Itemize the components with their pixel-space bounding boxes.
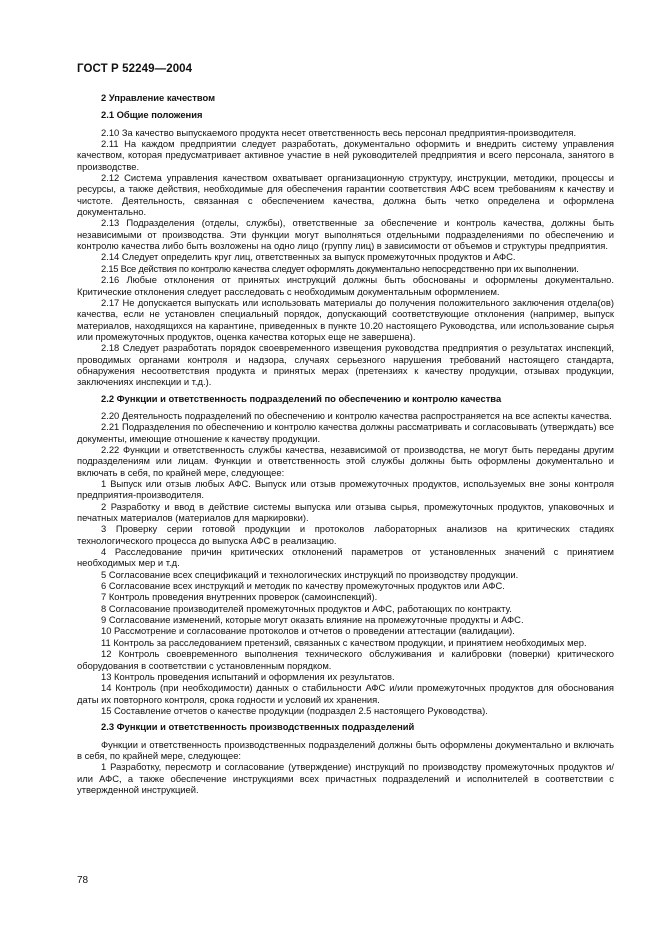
subsection-heading: 2.1 Общие положения	[101, 109, 203, 121]
paragraph: 4 Расследование причин критических отклонений параметров от установленных значений с принятием необходимых мер и т.д.	[77, 546, 614, 569]
paragraph: 2 Разработку и ввод в действие системы выпуска или отзыва сырья, промежуточных продуктов, упаковочных и печатных материалов (материалов для маркировки).	[77, 500, 614, 524]
paragraph: 2.22 Функции и ответственность службы качества, независимой от производства, не могут быть переданы другим подразделениям или лицам. Функции и ответственность этой службы должны быть оформлены документально и включать в себя, по крайней мере, следующее:	[77, 443, 614, 478]
paragraph: 8 Согласование производителей промежуточных продуктов и АФС, работающих по контракту.	[101, 602, 512, 614]
paragraph: Функции и ответственность производственных подразделений должны быть оформлены документально и включать в себя, по крайней мере, следующее:	[77, 738, 614, 761]
paragraph: 2.17 Не допускается выпускать или использовать материалы до получения положительного заключения отдела(ов) качества, если не установлен специальный порядок, допускающий соответствующие отклонения (например, выпуск материалов, находящихся на карантине, приведенных в пункте 10.20 настоящего Руководства, или использование сырья или промежуточных продуктов, оценка качества которых еще не завершена).	[77, 296, 614, 342]
paragraph: 3 Проверку серии готовой продукции и протоколов лабораторных анализов на критических стадиях технологического процесса до выпуска АФС в реализацию.	[77, 523, 614, 546]
subsection-heading: 2.3 Функции и ответственность производственных подразделений	[101, 721, 415, 733]
paragraph: 5 Согласование всех спецификаций и технологических инструкций по производству продукции.	[101, 568, 519, 580]
paragraph: 2.20 Деятельность подразделений по обеспечению и контролю качества распространяется на все аспекты качества.	[101, 409, 612, 421]
paragraph: 2.18 Следует разработать порядок своевременного извещения руководства предприятия о результатах инспекций, проводимых органами контроля и надзора, случаях серьезного нарушения требований настоящего стандарта, обнаружения несоответствия продукта и принятых мерах (претензиях к качеству продукции, отзывах продукции, заключениях инспекции и т.д.).	[77, 342, 614, 388]
paragraph: 15 Составление отчетов о качестве продукции (подраздел 2.5 настоящего Руководства).	[101, 704, 488, 716]
paragraph: 2.11 На каждом предприятии следует разработать, документально оформить и внедрить систему управления качеством, которая предусматривает активное участие в ней руководителей предприятия и всего персонала, занятого в производстве.	[77, 138, 614, 172]
page-number: 78	[77, 875, 89, 886]
document-body	[77, 92, 614, 795]
paragraph: 7 Контроль проведения внутренних проверок (самоинспекций).	[101, 591, 378, 603]
paragraph: 11 Контроль за расследованием претензий, связанных с качеством продукции, и принятием необходимых мер.	[101, 636, 587, 648]
paragraph: 2.13 Подразделения (отделы, службы), ответственные за обеспечение и контроль качества, должны быть независимыми от производства. Эти функции могут выполняться отдельными подразделениями по обеспечению и контролю качества либо быть возложены на одно лицо (группу лиц) в зависимости от объемов и структуры предприятия.	[77, 217, 614, 252]
paragraph: 6 Согласование всех инструкций и методик по качеству промежуточных продуктов или АФС.	[101, 580, 505, 592]
paragraph: 2.15 Все действия по контролю качества следует оформлять документально непосредственно при их выполнении.	[101, 262, 579, 274]
paragraph: 14 Контроль (при необходимости) данных о стабильности АФС и/или промежуточных продуктов для обоснования даты их повторного контроля, срока годности и условий их хранения.	[77, 682, 614, 705]
paragraph: 2.12 Система управления качеством охватывает организационную структуру, инструкции, методики, процессы и ресурсы, а также действия, необходимые для обеспечения гарантии соответствия АФС всем требованиям к качеству и чистоте. Деятельность, связанная с обеспечением качества, должна быть четко определена и оформлена документально.	[77, 172, 614, 218]
paragraph: 2.16 Любые отклонения от принятых инструкций должны быть обоснованы и оформлены документально. Критические отклонения следует расследовать с необходимым документальным оформлением.	[77, 274, 614, 297]
paragraph: 2.14 Следует определить круг лиц, ответственных за выпуск промежуточных продуктов и АФС.	[101, 251, 516, 263]
paragraph: 9 Согласование изменений, которые могут оказать влияние на промежуточные продукты и АФС.	[101, 614, 524, 626]
paragraph: 1 Выпуск или отзыв любых АФС. Выпуск или отзыв промежуточных продуктов, используемых вне зоны контроля предприятия-производителя.	[77, 478, 614, 501]
paragraph: 2.10 За качество выпускаемого продукта несет ответственность весь персонал предприятия-производителя.	[101, 126, 577, 138]
paragraph: 12 Контроль своевременного выполнения технического обслуживания и калибровки (поверки) критического оборудования в соответствии с установленным порядком.	[77, 648, 614, 671]
paragraph: 13 Контроль проведения испытаний и оформления их результатов.	[101, 670, 395, 682]
section-heading: 2 Управление качеством	[101, 92, 216, 103]
paragraph: 1 Разработку, пересмотр и согласование (утверждение) инструкций по производству промежуточных продуктов и/или АФС, а также обеспечение инструкциями всех причастных подразделений и исполнителей в соответствии с утвержденной инструкцией.	[77, 761, 614, 795]
subsection-heading: 2.2 Функции и ответственность подразделений по обеспечению и контролю качества	[101, 392, 502, 404]
paragraph: 2.21 Подразделения по обеспечению и контролю качества должны рассматривать и согласовывать (утверждать) все документы, имеющие отношение к качеству продукции.	[77, 421, 614, 444]
paragraph: 10 Рассмотрение и согласование протоколов и отчетов о проведении аттестации (валидации).	[101, 625, 515, 637]
document-header: ГОСТ Р 52249—2004	[77, 63, 193, 75]
